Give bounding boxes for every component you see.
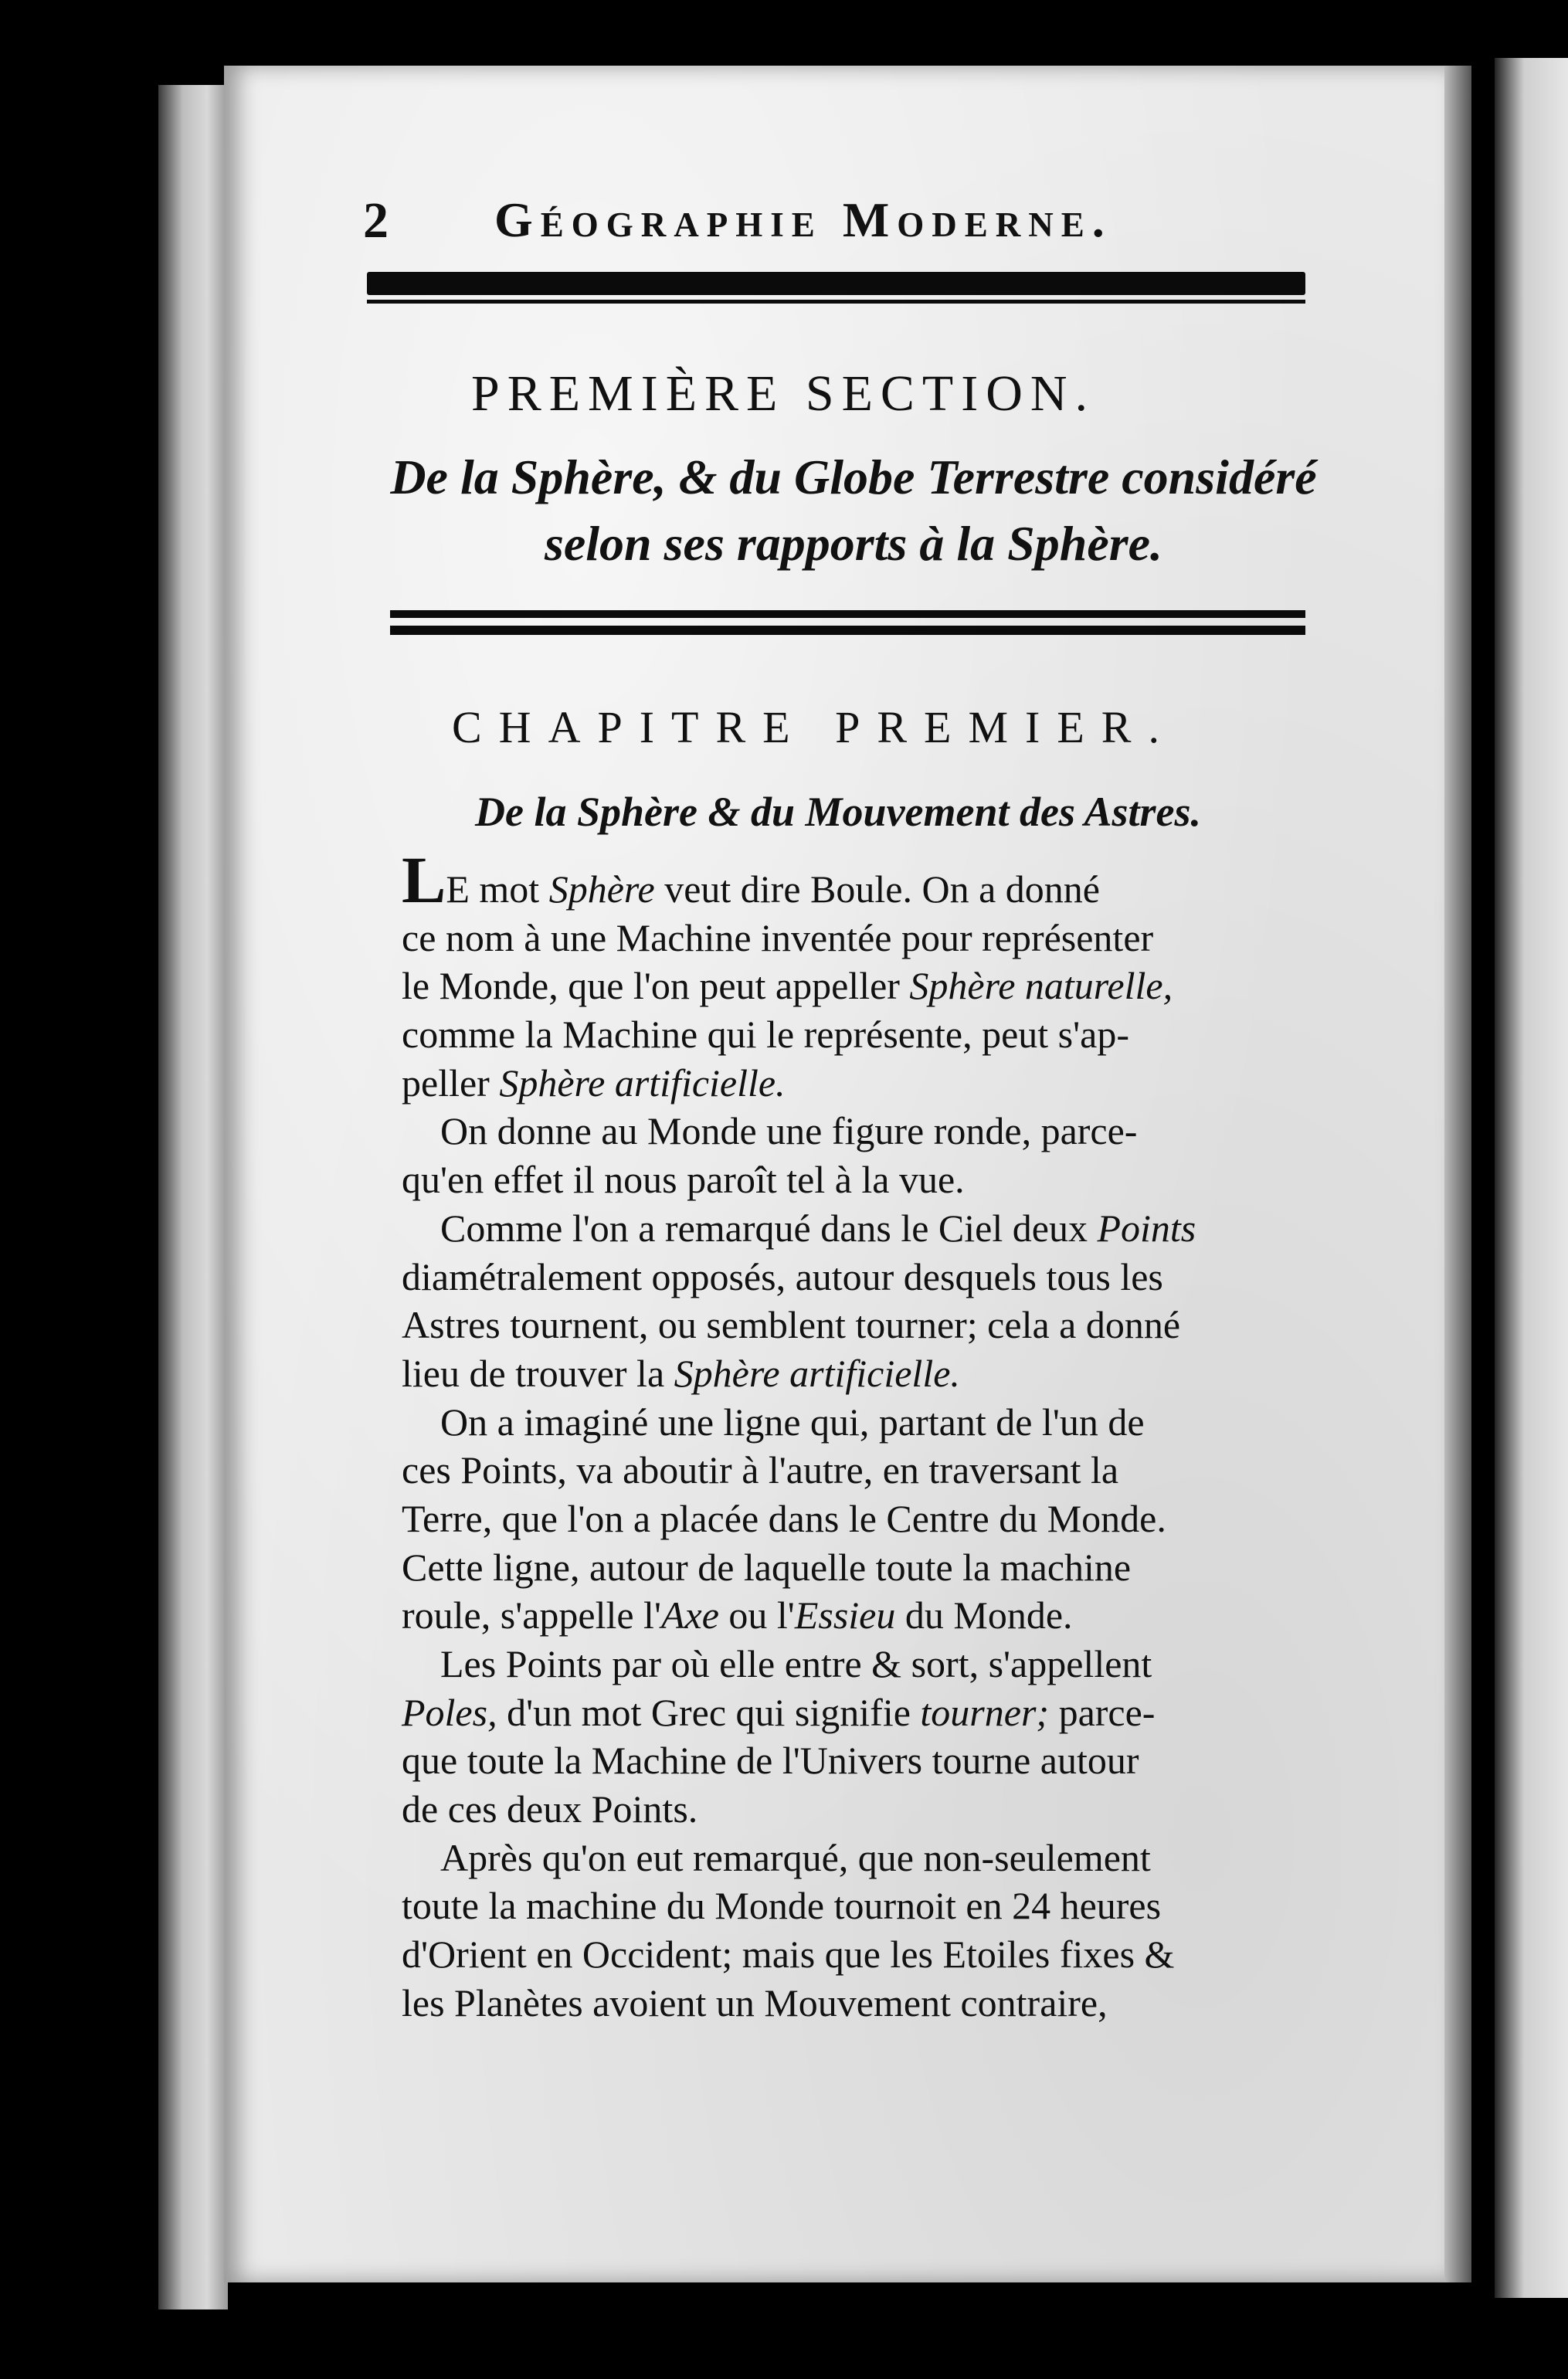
text-line: Terre, que l'on a placée dans le Centre du Monde.: [402, 1496, 1166, 1540]
text-line: ces Points, va aboutir à l'autre, en traversant la: [402, 1448, 1119, 1492]
drop-cap: L: [402, 843, 446, 917]
chapter-subtitle: De la Sphère & du Mouvement des Astres.: [475, 789, 1202, 835]
text-line: Les Points par où elle entre & sort, s'appellent: [440, 1642, 1152, 1685]
binding-edge: [158, 85, 228, 2309]
running-head: [363, 192, 1352, 253]
running-title: Géographie Moderne.: [494, 192, 1112, 247]
text-line: le Monde, que l'on peut appeller Sphère naturelle,: [402, 964, 1173, 1008]
text-line: LE mot Sphère veut dire Boule. On a donné: [402, 843, 1100, 917]
text-line: peller Sphère artificielle.: [402, 1061, 786, 1105]
text-line: Après qu'on eut remarqué, que non-seulement: [440, 1835, 1151, 1879]
page-gutter: [1444, 66, 1471, 2282]
text-line: Poles, d'un mot Grec qui signifie tourner; parce-: [402, 1690, 1156, 1734]
section-divider-rule: [390, 610, 1305, 618]
text-line: ce nom à une Machine inventée pour représenter: [402, 915, 1154, 959]
chapter-title: CHAPITRE PREMIER.: [452, 702, 1176, 752]
text-line: On a imaginé une ligne qui, partant de l'un de: [440, 1400, 1145, 1444]
body-text: [402, 843, 1359, 2028]
text-line: Comme l'on a remarqué dans le Ciel deux Points: [440, 1206, 1196, 1250]
text-line: que toute la Machine de l'Univers tourne autour: [402, 1739, 1139, 1783]
text-line: roule, s'appelle l'Axe ou l'Essieu du Monde.: [402, 1593, 1073, 1637]
text-line: d'Orient en Occident; mais que les Etoiles fixes &: [402, 1933, 1175, 1977]
text-line: diamétralement opposés, autour desquels tous les: [402, 1254, 1163, 1298]
text-line: toute la machine du Monde tournoit en 24 heures: [402, 1884, 1162, 1928]
header-rule: [367, 272, 1305, 295]
text-line: comme la Machine qui le représente, peut s'ap-: [402, 1013, 1129, 1057]
text-line: Cette ligne, autour de laquelle toute la machine: [402, 1545, 1132, 1589]
text-line: de ces deux Points.: [402, 1787, 698, 1831]
section-title: PREMIÈRE SECTION.: [471, 365, 1096, 422]
text-line: On donne au Monde une figure ronde, parce-: [440, 1109, 1138, 1153]
page-number: 2: [363, 192, 389, 249]
facing-page-edge: [1495, 58, 1568, 2298]
section-subtitle-line-1: De la Sphère, & du Globe Terrestre considéré: [390, 450, 1317, 504]
text-line: Astres tournent, ou semblent tourner; cela a donné: [402, 1303, 1181, 1347]
text-line: lieu de trouver la Sphère artificielle.: [402, 1351, 960, 1395]
section-subtitle: [378, 444, 1329, 577]
section-subtitle-line-2: selon ses rapports à la Sphère.: [544, 516, 1163, 571]
text-line: les Planètes avoient un Mouvement contraire,: [402, 1980, 1108, 2024]
text-line: qu'en effet il nous paroît tel à la vue.: [402, 1158, 965, 1202]
